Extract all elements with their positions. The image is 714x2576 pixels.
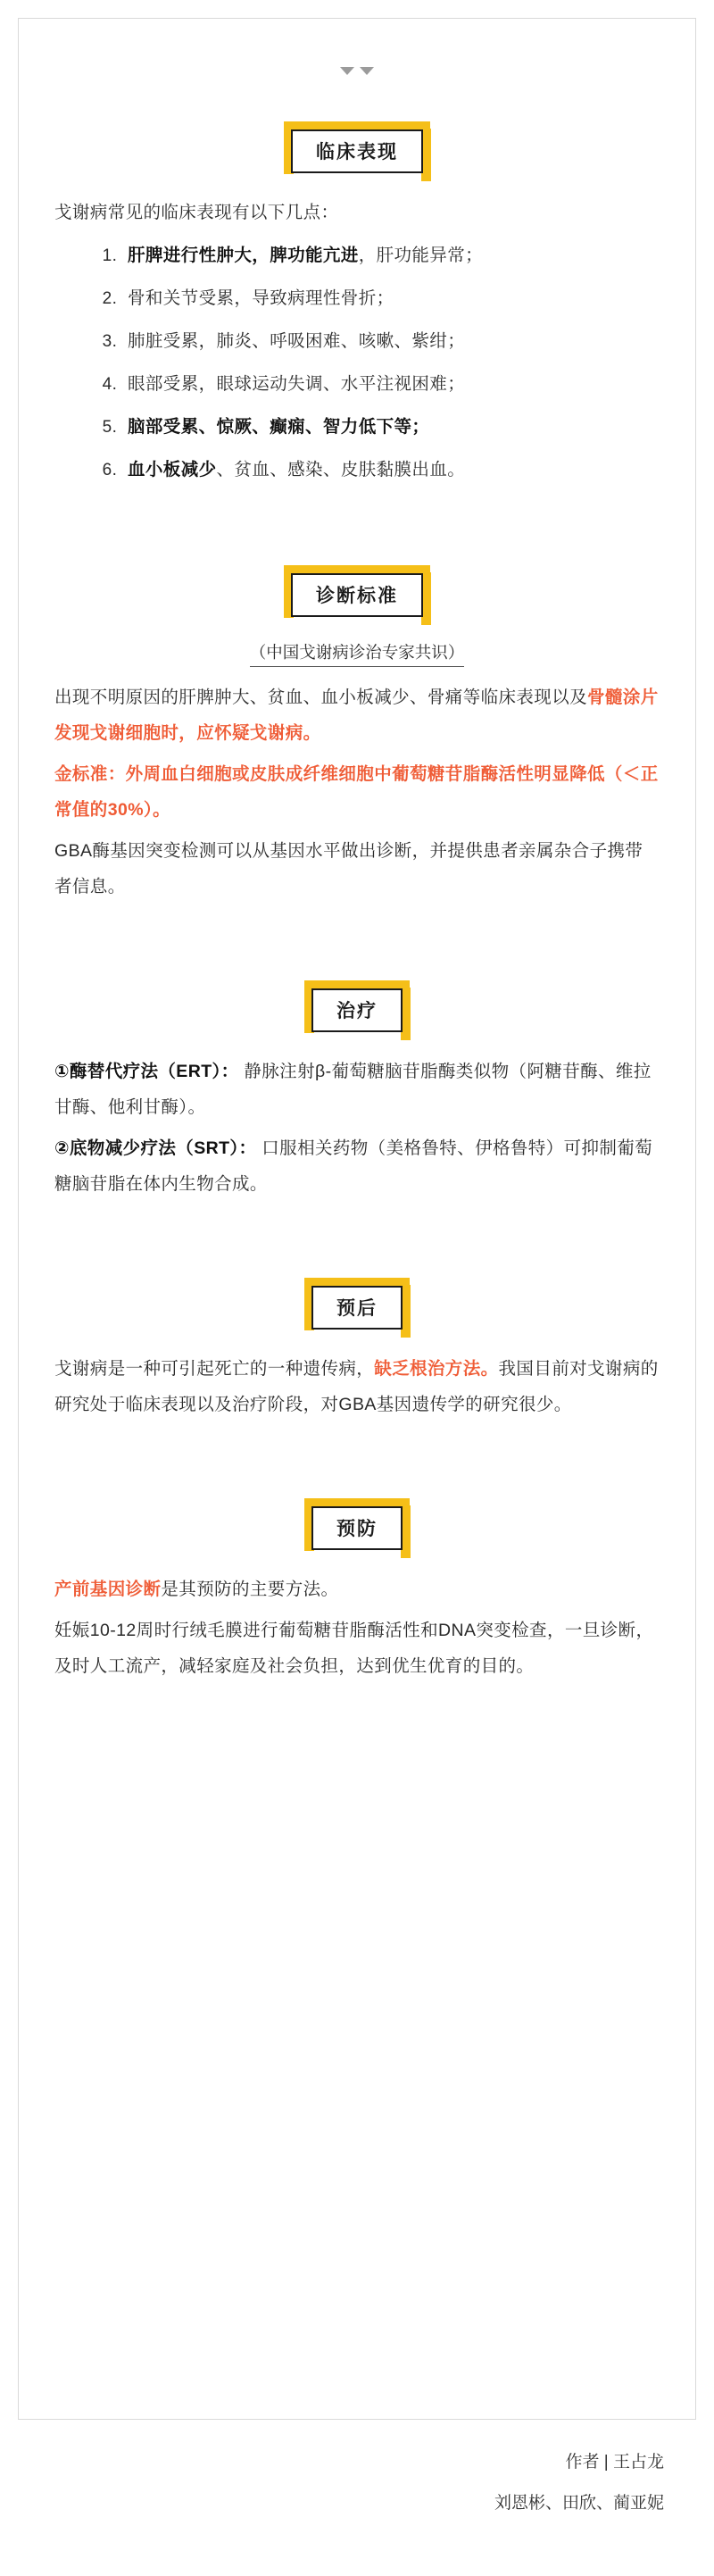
section-header-diagnosis (19, 536, 695, 638)
diagnosis-para-3: GBA酶基因突变检测可以从基因水平做出诊断，并提供患者亲属杂合子携带者信息。 (54, 841, 643, 896)
section-spacer (19, 1207, 695, 1248)
list-item-rest: 、贫血、感染、皮肤黏膜出血。 (216, 460, 466, 479)
section-spacer (19, 910, 695, 951)
badge-treatment (311, 988, 403, 1032)
treatment-para-2 (54, 1130, 660, 1202)
treatment-body (19, 1054, 695, 1202)
chevron-down-icon (360, 67, 374, 75)
badge-label: 诊断标准 (291, 573, 423, 617)
diagnosis-para-1-highlight: 骨髓涂片发现戈谢细胞时，应怀疑戈谢病。 (54, 688, 659, 743)
list-item-rest: 眼部受累，眼球运动失调、水平注视困难； (128, 374, 466, 394)
section-header-clinical (19, 92, 695, 195)
diagnosis-para-2: 金标准：外周血白细胞或皮肤成纤维细胞中葡萄糖苷脂酶活性明显降低（＜正常值的30%）。 (54, 764, 659, 820)
prognosis-part-a: 戈谢病是一种可引起死亡的一种遗传病， (54, 1359, 375, 1379)
list-item (122, 280, 660, 316)
prevention-para-1 (54, 1571, 660, 1607)
treatment-para-2-bold: ②底物减少疗法（SRT）： (54, 1138, 257, 1158)
article-card (18, 18, 696, 2420)
list-item-bold: 肝脾进行性肿大，脾功能亢进 (128, 246, 359, 265)
badge-diagnosis (291, 573, 423, 617)
list-item (122, 366, 660, 402)
clinical-intro: 戈谢病常见的临床表现有以下几点： (54, 203, 339, 222)
prevention-para-1-rest: 是其预防的主要方法。 (161, 1580, 339, 1599)
article-footer (0, 2442, 714, 2524)
treatment-para-1 (54, 1054, 660, 1125)
list-item-rest: ，肝功能异常； (358, 246, 484, 265)
section-spacer (19, 1428, 695, 1469)
footer-contributors-line: 刘恩彬、田欣、蔺亚妮 (494, 2494, 664, 2513)
diagnosis-body (19, 679, 695, 905)
prognosis-para-1 (54, 1351, 660, 1422)
diagnosis-source-note (19, 638, 695, 679)
section-prevention (19, 1469, 695, 1684)
section-spacer (19, 495, 695, 536)
section-treatment (19, 951, 695, 1202)
prevention-para-2: 妊娠10-12周时行绒毛膜进行葡萄糖苷脂酶活性和DNA突变检查，一旦诊断，及时人工流产，减轻家庭及社会负担，达到优生优育的目的。 (54, 1621, 654, 1676)
top-chevron-marker (19, 19, 695, 92)
section-header-prognosis (19, 1248, 695, 1351)
list-item (122, 238, 660, 273)
clinical-list (54, 238, 660, 488)
badge-label: 治疗 (311, 988, 403, 1032)
treatment-para-2-rest: 口服相关药物（美格鲁特、伊格鲁特）可抑制葡萄糖脑苷脂在体内生物合成。 (54, 1138, 653, 1194)
list-item (122, 452, 660, 488)
prognosis-highlight: 缺乏根治方法。 (374, 1359, 499, 1379)
list-item (122, 409, 660, 445)
prevention-body (19, 1571, 695, 1684)
badge-prevention (311, 1506, 403, 1550)
list-item-bold: 脑部受累、惊厥、癫痫、智力低下等； (128, 417, 430, 437)
prognosis-body (19, 1351, 695, 1422)
treatment-para-1-bold: ①酶替代疗法（ERT）： (54, 1062, 239, 1081)
section-header-treatment (19, 951, 695, 1054)
chevron-down-icon (340, 67, 354, 75)
treatment-para-1-rest: 静脉注射β-葡萄糖脑苷脂酶类似物（阿糖苷酶、维拉甘酶、他利甘酶）。 (54, 1062, 652, 1117)
clinical-body (19, 195, 695, 488)
list-item-rest: 骨和关节受累，导致病理性骨折； (128, 288, 394, 308)
list-item-rest: 肺脏受累，肺炎、呼吸困难、咳嗽、紫绀； (128, 331, 466, 351)
diagnosis-source-text: （中国戈谢病诊治专家共识） (250, 643, 465, 667)
prevention-highlight: 产前基因诊断 (54, 1580, 162, 1599)
section-prognosis (19, 1248, 695, 1422)
badge-label: 预防 (311, 1506, 403, 1550)
list-item (122, 323, 660, 359)
section-header-prevention (19, 1469, 695, 1571)
badge-label: 临床表现 (291, 129, 423, 173)
list-item-bold: 血小板减少 (128, 460, 217, 479)
badge-clinical (291, 129, 423, 173)
footer-author-line: 作者 | 王占龙 (565, 2453, 664, 2472)
section-diagnosis (19, 536, 695, 905)
diagnosis-para-1-plain: 出现不明原因的肝脾肿大、贫血、血小板减少、骨痛等临床表现以及 (54, 688, 588, 707)
prognosis-part-b: 我国目前对戈谢病的研究处于临床表现以及治疗阶段，对GBA基因遗传学的研究很少。 (54, 1359, 659, 1414)
badge-prognosis (311, 1286, 403, 1330)
badge-label: 预后 (311, 1286, 403, 1330)
section-clinical (19, 92, 695, 488)
diagnosis-para-1 (54, 679, 660, 751)
